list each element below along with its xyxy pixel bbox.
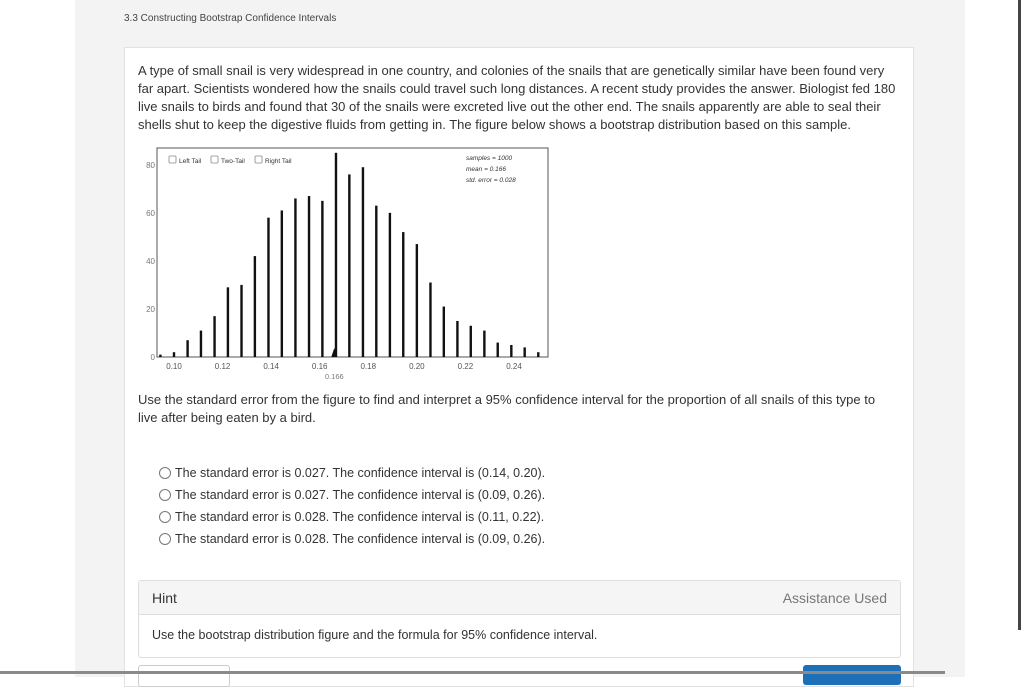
histogram-bar xyxy=(416,244,418,357)
y-axis xyxy=(146,161,155,362)
x-tick-label: 0.24 xyxy=(506,362,522,371)
x-tick-label: 0.16 xyxy=(311,362,328,371)
hint-header[interactable] xyxy=(139,581,900,615)
tail-option-label: Left Tail xyxy=(179,158,202,165)
radio-icon[interactable] xyxy=(159,511,171,523)
histogram-bar xyxy=(213,316,215,357)
x-tick-label: 0.10 xyxy=(166,362,182,371)
y-tick-label: 0 xyxy=(150,353,155,362)
tail-option-label: Right Tail xyxy=(265,158,292,165)
x-tick-label: 0.12 xyxy=(214,362,231,371)
stats-line: mean = 0.166 xyxy=(466,166,506,173)
histogram-bar xyxy=(375,206,377,357)
histogram-bar xyxy=(294,198,296,357)
bottom-divider xyxy=(0,671,945,674)
histogram-bar xyxy=(240,285,242,357)
submit-button[interactable] xyxy=(803,665,901,685)
histogram-bar xyxy=(402,232,404,357)
hint-title: Hint xyxy=(152,589,177,606)
assistance-status: Assistance Used xyxy=(782,589,887,606)
answer-option-label: The standard error is 0.028. The confidence interval is (0.09, 0.26). xyxy=(175,532,546,546)
hint-panel xyxy=(138,580,901,658)
histogram-bar xyxy=(497,343,499,357)
stats-line: samples = 1000 xyxy=(466,155,513,162)
histogram-bar xyxy=(389,213,391,357)
y-tick-label: 80 xyxy=(146,160,155,170)
breadcrumb: 3.3 Constructing Bootstrap Confidence Intervals xyxy=(124,13,337,24)
histogram-bar xyxy=(470,326,472,357)
histogram-bar xyxy=(523,347,525,357)
answer-option-2[interactable] xyxy=(159,484,545,506)
y-tick-label: 20 xyxy=(146,304,155,314)
tail-controls xyxy=(169,156,292,165)
mean-marker-label: 0.166 xyxy=(324,372,344,381)
x-tick-label: 0.14 xyxy=(263,362,279,371)
tail-checkbox-icon xyxy=(211,156,218,163)
histogram-bar xyxy=(362,167,364,357)
histogram-bar xyxy=(456,321,458,357)
bootstrap-distribution-chart xyxy=(140,145,560,385)
answer-option-4[interactable] xyxy=(159,528,545,550)
x-axis xyxy=(166,362,522,371)
answer-options xyxy=(159,462,545,550)
histogram-bar xyxy=(443,307,445,357)
histogram-bar xyxy=(510,345,512,357)
histogram-bar xyxy=(308,196,310,357)
histogram-bar xyxy=(159,355,161,357)
x-tick-label: 0.18 xyxy=(360,362,377,371)
hint-body: Use the bootstrap distribution figure and the formula for 95% confidence interval. xyxy=(152,628,598,642)
histogram-bar xyxy=(200,331,202,357)
histogram-bar xyxy=(281,210,283,357)
scrollbar[interactable] xyxy=(1018,0,1021,630)
histogram-bar xyxy=(227,287,229,357)
answer-option-3[interactable] xyxy=(159,506,545,528)
histogram-bar xyxy=(335,153,337,357)
histogram-bar xyxy=(537,352,539,357)
x-tick-label: 0.22 xyxy=(457,362,474,371)
answer-option-label: The standard error is 0.027. The confidence interval is (0.09, 0.26). xyxy=(175,488,546,502)
answer-option-label: The standard error is 0.027. The confidence interval is (0.14, 0.20). xyxy=(175,466,546,480)
tail-checkbox-icon xyxy=(169,156,176,163)
x-tick-label: 0.20 xyxy=(409,362,425,371)
histogram-bar xyxy=(173,352,175,357)
radio-icon[interactable] xyxy=(159,489,171,501)
stats-line: std. error = 0.028 xyxy=(466,177,516,184)
histogram-bar xyxy=(267,218,269,357)
histogram-bar xyxy=(321,201,323,357)
histogram-bar xyxy=(186,340,188,357)
histogram-bar xyxy=(348,174,350,357)
tail-checkbox-icon xyxy=(255,156,262,163)
radio-icon[interactable] xyxy=(159,533,171,545)
secondary-button[interactable] xyxy=(138,665,230,687)
radio-icon[interactable] xyxy=(159,467,171,479)
answer-option-label: The standard error is 0.028. The confidence interval is (0.11, 0.22). xyxy=(175,510,545,524)
histogram-bar xyxy=(429,283,431,357)
histogram-bar xyxy=(254,256,256,357)
question-text: A type of small snail is very widespread in one country, and colonies of the snails that are genetically similar have been found very far apart. Scientists wondered how the snails could travel such long distances. A recent study provides the answer. Biologist fed 180 live snails to birds and found that 30 of the snails were excreted live out the other end. The snails apparently are able to seal their shells shut to keep the digestive fluids from getting in. The figure below shows a bootstrap distribution based on this sample. xyxy=(138,63,896,132)
question-prompt: Use the standard error from the figure to find and interpret a 95% confidence interval for the proportion of all snails of this type to live after being eaten by a bird. xyxy=(138,392,876,425)
y-tick-label: 40 xyxy=(146,256,155,266)
y-tick-label: 60 xyxy=(146,208,155,218)
histogram-bar xyxy=(483,331,485,357)
answer-option-1[interactable] xyxy=(159,462,545,484)
tail-option-label: Two-Tail xyxy=(221,158,245,165)
